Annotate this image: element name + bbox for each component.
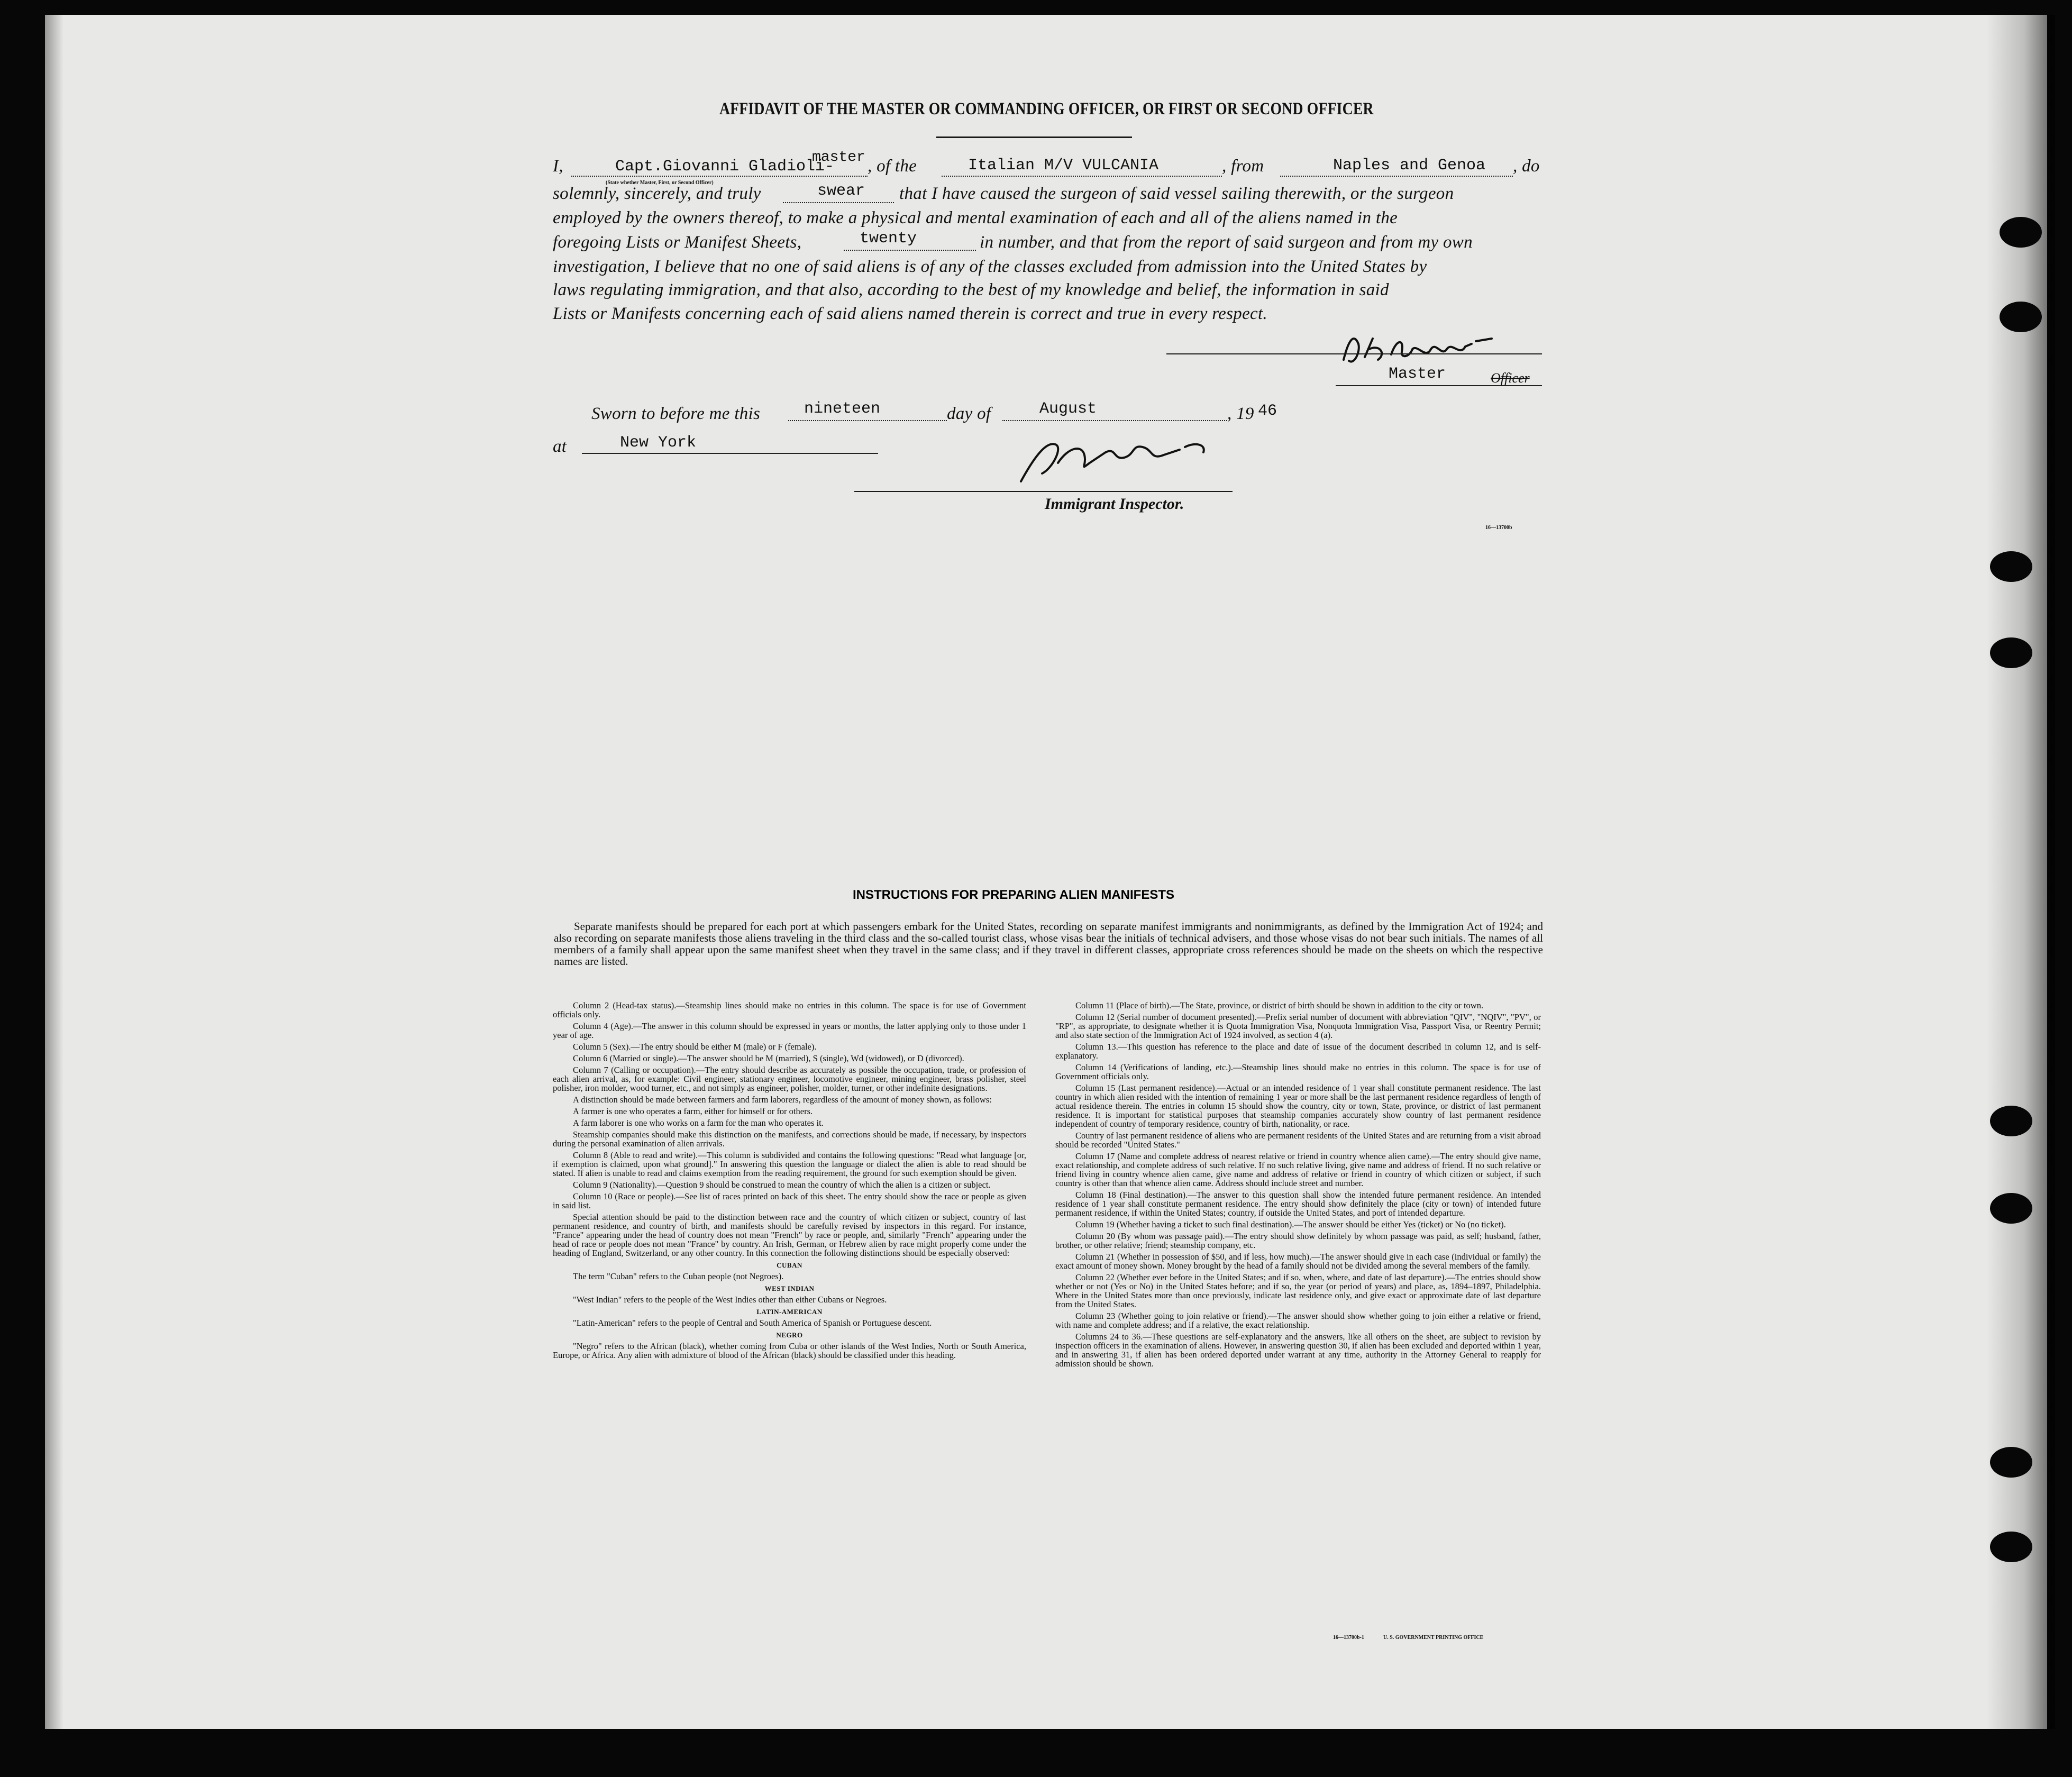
left-paragraph: A distinction should be made between farmers and farm laborers, regardless of the amount of money shown, as follows: <box>573 1095 992 1105</box>
punch-hole <box>1990 551 2032 582</box>
count-field: twenty <box>860 230 917 248</box>
punch-hole <box>1990 1193 2032 1224</box>
left-paragraph: Column 8 (Able to read and write).—This column is subdivided and contains the following questions: "Read what language [or, if exemption is claimed, upon what ground]." In answering this question the language or dialect the alien is able to read should be stated. If alien is unable to read and claims exemption from the reading requirement, the ground for such exemption should be given. <box>553 1150 1026 1178</box>
right-paragraph: Column 21 (Whether in possession of $50, and if less, how much).—The answer should give in each case (individual or family) the exact amount of money shown. Money brought by the head of a family should not be divided among the several members of the family. <box>1055 1252 1541 1271</box>
sworn-day-field: nineteen <box>804 400 881 418</box>
sworn-year-field: 46 <box>1258 402 1277 420</box>
punch-hole <box>2000 302 2042 332</box>
left-paragraph: Column 4 (Age).—The answer in this column should be expressed in years or months, the latter applying only to those under 1 year of age. <box>553 1021 1026 1040</box>
west-indian-text: "West Indian" refers to the people of the West Indies other than either Cubans or Negroes. <box>573 1295 887 1305</box>
right-paragraph: Column 23 (Whether going to join relative or friend).—The answer should show whether going to join either a relative or friend, with name and complete address; and if a relative, the exact relationship. <box>1055 1311 1541 1330</box>
cuban-heading: CUBAN <box>777 1261 802 1269</box>
left-paragraph: Column 2 (Head-tax status).—Steamship lines should make no entries in this column. The space is for use of Government officials only. <box>553 1000 1026 1019</box>
text-sworn: Sworn to before me this <box>591 404 761 423</box>
instructions-left-column <box>553 1001 1026 1362</box>
rank-note: (State whether Master, First, or Second Officer) <box>606 180 714 186</box>
affidavit-line-7: Lists or Manifests concerning each of said aliens named therein is correct and true in every respect. <box>553 304 1267 323</box>
form-number: 16—13700b <box>1485 525 1512 531</box>
text-in-number: in number, and that from the report of said surgeon and from my own <box>980 233 1473 252</box>
text-19: , 19 <box>1227 404 1254 423</box>
signature-title: Master <box>1389 365 1446 383</box>
right-paragraph: Column 12 (Serial number of document presented).—Prefix serial number of document with abbreviation "QIV", "NQIV", "PV", or "RP", as appropriate, to designate whether it is Quota Immigration Visa, Nonquota Immigration Visa, Passport Visa, or Reentry Permit; and also state section of the Immigration Act of 1924 involved, as section 4 (a). <box>1055 1012 1541 1040</box>
place-field: New York <box>620 434 697 452</box>
right-paragraph: Columns 24 to 36.—These questions are self-explanatory and the answers, like all others on the sheet, are subject to revision by inspection officers in the examination of aliens. However, in answering question 30, if alien has been excluded and deported within 1 year, and in answering 31, if alien has been ordered deported under warrant at any time, authority in the Attorney General to reapply for admission should be shown. <box>1055 1332 1541 1369</box>
text-at: at <box>553 437 567 456</box>
inspector-label: Immigrant Inspector. <box>1045 495 1184 513</box>
struck-officer: Officer <box>1491 370 1530 386</box>
left-paragraph: Column 6 (Married or single).—The answer should be M (married), S (single), Wd (widowed), or D (divorced). <box>573 1053 964 1063</box>
master-signature-line <box>1166 353 1542 354</box>
right-paragraph: Column 19 (Whether having a ticket to such final destination).—The answer should be either Yes (ticket) or No (no ticket). <box>1075 1219 1506 1229</box>
text-foregoing: foregoing Lists or Manifest Sheets, <box>553 233 802 252</box>
place-underline <box>582 453 878 454</box>
affidavit-line-3: employed by the owners thereof, to make a physical and mental examination of each and all of the aliens named in the <box>553 208 1398 227</box>
latin-american-heading: LATIN-AMERICAN <box>756 1308 823 1316</box>
right-paragraph: Country of last permanent residence of aliens who are permanent residents of the United States and are returning from a visit abroad should be recorded "United States." <box>1055 1131 1541 1150</box>
text-i: I, <box>553 157 563 176</box>
cuban-text: The term "Cuban" refers to the Cuban people (not Negroes). <box>573 1271 784 1281</box>
name-underline <box>571 176 868 177</box>
affidavit-line-1 <box>553 157 563 176</box>
day-underline <box>788 420 947 421</box>
affidavit-line-6: laws regulating immigration, and that also, according to the best of my knowledge and belief, the information in said <box>553 280 1389 299</box>
punch-hole <box>1990 637 2032 668</box>
inspector-signature-line <box>854 491 1233 492</box>
inspector-signature <box>1005 431 1227 492</box>
ports-field: Naples and Genoa <box>1333 157 1486 175</box>
right-paragraph: Column 15 (Last permanent residence).—Actual or an intended residence of 1 year shall constitute permanent residence. The last country in which alien resided with the intention of remaining 1 year or more shall be the last permanent residence regardless of length of actual residence therein. The entries in column 15 should show the country, city or town, State, province, or district of last permanent residence. It is important for statistical purposes that steamship companies accurately show country of last permanent residence independent of country of temporary residence, country of birth, nationality, or race. <box>1055 1083 1541 1129</box>
left-paragraph: Column 5 (Sex).—The entry should be either M (male) or F (female). <box>573 1042 817 1052</box>
count-underline <box>844 250 976 251</box>
sworn-month-field: August <box>1039 400 1097 418</box>
ports-underline <box>1280 176 1513 177</box>
text-day-of: day of <box>947 404 991 423</box>
text-from: , from <box>1222 157 1264 176</box>
rank-fill: master <box>812 149 865 166</box>
vessel-underline <box>942 176 1222 177</box>
left-paragraph: Column 7 (Calling or occupation).—The entry should describe as accurately as possible the occupation, trade, or profession of each alien arrival, as, for example: Civil engineer, stationary engineer, locomotive engineer, mining engineer, brass polisher, steel polisher, iron molder, wood turner, etc., and not simply as engineer, polisher, molder, turner, or other indefinite designations. <box>553 1065 1026 1093</box>
right-paragraph: Column 22 (Whether ever before in the United States; and if so, when, where, and date of last departure).—The entries should show whether or not (Yes or No) in the United States before; and if so, the year (or period of years) and place, as, 1894–1897, Philadelphia. Where in the United States more than once previously, indicate last residence only, and give exact or approximate date of last departure from the United States. <box>1055 1272 1541 1309</box>
negro-heading: NEGRO <box>776 1331 803 1339</box>
right-paragraph: Column 20 (By whom was passage paid).—The entry should show definitely by whom passage was paid, as self; husband, father, brother, or other relative; friend; steamship company, etc. <box>1055 1231 1541 1250</box>
text-solemnly: solemnly, sincerely, and truly <box>553 184 761 203</box>
west-indian-heading: WEST INDIAN <box>764 1284 815 1292</box>
page-left-edge-shadow <box>45 15 63 1729</box>
left-paragraph: Column 9 (Nationality).—Question 9 should be construed to mean the country of which the alien is a citizen or subject. <box>573 1180 991 1190</box>
right-paragraph: Column 14 (Verifications of landing, etc.).—Steamship lines should make no entries in this column. The space is for use of Government officials only. <box>1055 1062 1541 1081</box>
left-paragraph: Steamship companies should make this distinction on the manifests, and corrections should be made, if necessary, by inspectors during the personal examination of alien arrivals. <box>553 1129 1026 1149</box>
title-rule <box>936 136 1132 138</box>
oath-underline <box>783 202 894 203</box>
left-paragraph: A farm laborer is one who works on a farm for the man who operates it. <box>573 1118 824 1128</box>
oath-field: swear <box>817 182 865 200</box>
left-paragraph: Special attention should be paid to the distinction between race and the country of which citizen or subject, country of last permanent residence, and country of birth, and manifests should be carefully revised by inspectors in this regard. For instance, "France" appearing under the head of country does not mean "French" by race or people, and, similarly "French" appearing under the head of race or people does not mean "France" by country. An Irish, German, or Hebrew alien by race might properly come under the heading of England, Switzerland, or any other country. In this connection the following distinctions should be especially observed: <box>553 1212 1026 1258</box>
text-that-i-have: that I have caused the surgeon of said vessel sailing therewith, or the surgeon <box>899 184 1454 203</box>
month-underline <box>1002 420 1227 421</box>
left-paragraph: A farmer is one who operates a farm, either for himself or for others. <box>573 1106 813 1116</box>
right-paragraph: Column 17 (Name and complete address of nearest relative or friend in country whence alien came).—The entry should give name, exact relationship, and complete address of such relative. If no such relative living, give name and address of friend. If no such relative or friend living in country whence alien came, give name and address of relative or friend in country of which citizen or subject, if such country is other than that whence alien came. Address should include street and number. <box>1055 1151 1541 1188</box>
instructions-right-column <box>1055 1001 1541 1371</box>
vessel-field: Italian M/V VULCANIA <box>968 157 1159 175</box>
text-of-the: , of the <box>868 157 917 176</box>
punch-hole <box>1990 1106 2032 1136</box>
instructions-intro: Separate manifests should be prepared for each port at which passengers embark for the United States, recording on separate manifest immigrants and nonimmigrants, as defined by the Immigration Act of 1924; and also recording on separate manifests those aliens traveling in the third class and the so-called tourist class, whose visas bear the initials of technical advisers, and those whose visas do not bear such initials. The names of all members of a family shall appear upon the same manifest sheet when they travel in the same class; and if they travel in different classes, appropriate cross references should be made on the sheets on which the respective names are listed. <box>554 920 1543 968</box>
negro-text: "Negro" refers to the African (black), whether coming from Cuba or other islands of the West Indies, North or South America, Europe, or Africa. Any alien with admixture of blood of the African (black) should be classified under this heading. <box>553 1341 1026 1360</box>
right-paragraph: Column 11 (Place of birth).—The State, province, or district of birth should be shown in addition to the city or town. <box>1075 1000 1484 1010</box>
instructions-title: INSTRUCTIONS FOR PREPARING ALIEN MANIFESTS <box>853 888 1175 902</box>
latin-american-text: "Latin-American" refers to the people of Central and South America of Spanish or Portuguese descent. <box>573 1318 932 1328</box>
punch-hole <box>2000 217 2042 248</box>
affidavit-line-5: investigation, I believe that no one of said aliens is of any of the classes excluded from admission into the United States by <box>553 257 1427 276</box>
punch-hole <box>1990 1447 2032 1478</box>
master-name-field: Capt.Giovanni Gladioli- <box>615 158 835 176</box>
footer-printer: U. S. GOVERNMENT PRINTING OFFICE <box>1383 1635 1484 1641</box>
affidavit-title: AFFIDAVIT OF THE MASTER OR COMMANDING OFFICER, OR FIRST OR SECOND OFFICER <box>719 99 1374 119</box>
footer-form-number: 16—13700b-1 <box>1333 1635 1364 1641</box>
text-do: , do <box>1513 157 1540 176</box>
punch-hole <box>1990 1532 2032 1562</box>
right-paragraph: Column 13.—This question has reference to the place and date of issue of the document described in column 12, and is self-explanatory. <box>1055 1042 1541 1061</box>
right-paragraph: Column 18 (Final destination).—The answer to this question shall show the intended future permanent residence. An intended residence of 1 year shall constitute permanent residence. The entry should show definitely the place (city or town) of intended future permanent residence, if within the United States; country, if outside the United States, and port of intended departure. <box>1055 1190 1541 1218</box>
left-paragraph: Column 10 (Race or people).—See list of races printed on back of this sheet. The entry should show the race or people as given in said list. <box>553 1191 1026 1210</box>
